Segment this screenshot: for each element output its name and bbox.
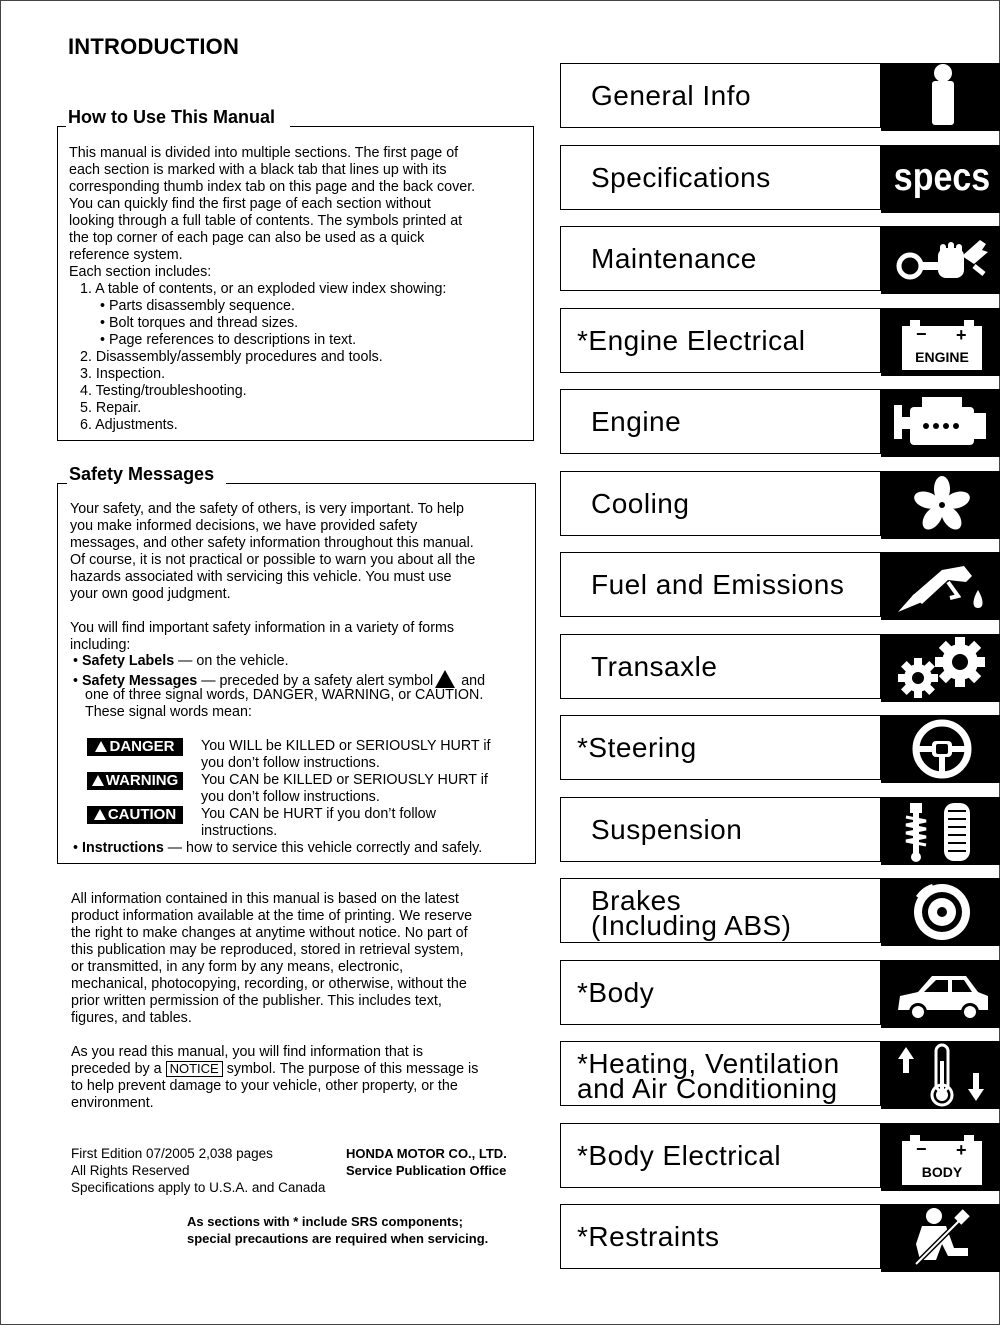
tab-label: Transaxle (591, 650, 718, 682)
signal-meaning-line1: You CAN be HURT if you don’t follow (201, 806, 436, 822)
how-to-use-item-line: 4. Testing/troubleshooting. (80, 383, 247, 399)
how-to-use-intro-line: the top corner of each page can also be used as a quick (69, 230, 425, 246)
notice-line3: to help prevent damage to your vehicle, other property, or the (71, 1078, 458, 1094)
rights-line: product information available at the time of printing. We reserve (71, 908, 473, 924)
section-tab[interactable] (560, 145, 1000, 213)
gears-icon (892, 634, 992, 702)
info-icon (892, 63, 992, 131)
svg-text:−: − (916, 1138, 927, 1159)
srs-note-line2: special precautions are required when servicing. (187, 1231, 489, 1246)
publisher-office: Service Publication Office (346, 1163, 507, 1178)
signal-word-danger (87, 738, 183, 756)
rights-line: or transmitted, in any form by any means, electronic, (71, 959, 404, 975)
rights-line: this publication may be reproduced, stored in retrieval system, (71, 942, 464, 958)
svg-text:BODY: BODY (921, 1163, 963, 1180)
tab-label: *Body (577, 976, 655, 1008)
safety-labels-bold: Safety Labels (81, 653, 175, 669)
instructions-bullet: • Instructions — how to service this vehicle correctly and safely. (73, 840, 483, 856)
svg-text:specs: specs (893, 154, 991, 198)
engine-block-icon (892, 389, 992, 457)
page-title: INTRODUCTION (68, 34, 240, 59)
section-tab[interactable] (560, 63, 1000, 131)
how-to-use-intro-line: looking through a full table of contents. The symbols printed at (69, 213, 463, 229)
tab-label: *Engine Electrical (577, 324, 806, 356)
brake-disc-icon (892, 878, 992, 946)
edition-line: First Edition 07/2005 2,038 pages (71, 1146, 273, 1161)
tab-label-box (560, 145, 881, 210)
tab-label-box (560, 1204, 881, 1269)
tab-label-box (560, 797, 881, 862)
section-tab[interactable] (560, 715, 1000, 783)
tab-label-box (560, 960, 881, 1025)
tab-label: Specifications (591, 161, 771, 193)
safety-para1-line: your own good judgment. (70, 586, 231, 602)
how-to-use-intro-line: You can quickly find the first page of each section without (69, 196, 431, 212)
tab-label-box (560, 634, 881, 699)
alert-triangle-icon (92, 775, 104, 786)
how-to-use-intro-line: reference system. (69, 247, 183, 263)
section-tab[interactable] (560, 634, 1000, 702)
fuel-nozzle-icon (892, 552, 992, 620)
safety-para2-line: including: (70, 637, 131, 653)
tab-label-box (560, 308, 881, 373)
section-tab[interactable] (560, 471, 1000, 539)
tab-label: Cooling (591, 487, 690, 519)
publisher-name: HONDA MOTOR CO., LTD. (346, 1146, 507, 1161)
steering-wheel-icon (892, 715, 992, 783)
safety-title: Safety Messages (67, 464, 220, 485)
safety-messages-text: — preceded by a safety alert symbol (197, 673, 434, 689)
safety-alert-symbol-icon (435, 670, 455, 688)
car-body-icon (892, 960, 992, 1028)
signal-word-text: CAUTION (107, 806, 177, 823)
how-to-use-intro-line: corresponding thumb index tab on this page and the back cover. (69, 179, 476, 195)
safety-messages-end: and (457, 673, 486, 689)
how-to-use-item-line: 1. A table of contents, or an exploded view index showing: (80, 281, 447, 297)
svg-text:−: − (916, 323, 927, 344)
signal-meaning-line1: You WILL be KILLED or SERIOUSLY HURT if (201, 738, 491, 754)
notice-pre: preceded by a (71, 1061, 162, 1077)
safety-labels-bullet: • Safety Labels — on the vehicle. (73, 653, 289, 669)
section-tab[interactable] (560, 1123, 1000, 1191)
section-tab[interactable] (560, 1204, 1000, 1272)
safety-messages-line2: one of three signal words, DANGER, WARNING, or CAUTION. (85, 687, 484, 703)
notice-symbol: NOTICE (166, 1061, 223, 1077)
notice-line4: environment. (71, 1095, 154, 1111)
shock-absorber-icon (892, 797, 992, 865)
notice-post: symbol. The purpose of this message is (226, 1061, 479, 1077)
tab-label-box (560, 389, 881, 454)
tab-label: *Heating, Ventilation and Air Conditioning (577, 1048, 840, 1104)
alert-triangle-icon (95, 741, 107, 752)
section-tab[interactable] (560, 878, 1000, 946)
safety-messages-line3: These signal words mean: (85, 704, 252, 720)
how-to-use-item-line: 5. Repair. (80, 400, 142, 416)
how-to-use-item-line: 2. Disassembly/assembly procedures and tools. (80, 349, 383, 365)
section-tab[interactable] (560, 226, 1000, 294)
rights-line: figures, and tables. (71, 1010, 192, 1026)
tab-label-box (560, 226, 881, 291)
srs-note-line1: As sections with * include SRS components; (187, 1214, 463, 1229)
signal-meaning-line2: you don’t follow instructions. (201, 755, 380, 771)
tab-label: Maintenance (591, 243, 757, 274)
tab-label-box (560, 715, 881, 780)
tab-label: Engine (591, 406, 682, 437)
battery-body-icon (892, 1123, 992, 1191)
fan-icon (892, 471, 992, 539)
section-tab[interactable] (560, 1041, 1000, 1109)
tab-label: *Body Electrical (577, 1139, 782, 1171)
notice-line2 (71, 1061, 478, 1078)
how-to-use-intro-line: Each section includes: (69, 264, 212, 280)
how-to-use-intro-line: each section is marked with a black tab that lines up with its (69, 162, 447, 178)
tab-label-box (560, 878, 881, 943)
tab-label-box (560, 1041, 881, 1106)
tab-label-box (560, 471, 881, 536)
how-to-use-intro-line: This manual is divided into multiple sections. The first page of (69, 145, 459, 161)
section-tab[interactable] (560, 960, 1000, 1028)
alert-triangle-icon (94, 809, 106, 820)
safety-para2-line: You will find important safety information in a variety of forms (70, 620, 455, 636)
safety-para1-line: messages, and other safety information throughout this manual. (70, 535, 474, 551)
rights-line: mechanical, photocopying, recording, or otherwise, without the (71, 976, 467, 992)
section-tab[interactable] (560, 552, 1000, 620)
seatbelt-icon (892, 1204, 992, 1272)
signal-word-text: DANGER (109, 738, 175, 755)
how-to-use-item-line: 3. Inspection. (80, 366, 166, 382)
svg-text:+: + (956, 1139, 967, 1160)
safety-para1-line: Of course, it is not practical or possible to warn you about all the (70, 552, 476, 568)
section-tab[interactable] (560, 389, 1000, 457)
safety-para1-line: you make informed decisions, we have provided safety (70, 518, 418, 534)
safety-messages-bold: Safety Messages (81, 673, 198, 689)
tab-label: Brakes (Including ABS) (591, 885, 792, 941)
signal-meaning-line2: you don’t follow instructions. (201, 789, 380, 805)
notice-line1: As you read this manual, you will find information that is (71, 1044, 424, 1060)
rights-line: the right to make changes at anytime without notice. No part of (71, 925, 468, 941)
tab-label-box (560, 552, 881, 617)
signal-word-text: WARNING (105, 772, 179, 789)
tab-label-box (560, 63, 881, 128)
rights-line: All information contained in this manual is based on the latest (71, 891, 459, 907)
instructions-text: — how to service this vehicle correctly and safely. (163, 840, 483, 856)
wrench-fist-icon (892, 226, 992, 294)
signal-meaning-line2: instructions. (201, 823, 278, 839)
rights-line: prior written permission of the publisher. This includes text, (71, 993, 442, 1009)
safety-messages-bullet: • Safety Messages — preceded by a safety alert symbol and (73, 670, 485, 690)
specs-icon (892, 145, 992, 213)
safety-para1-line: Your safety, and the safety of others, is very important. To help (70, 501, 464, 517)
instructions-bold: Instructions (81, 840, 164, 856)
tab-label: Suspension (591, 813, 743, 845)
thermometer-icon (892, 1041, 992, 1109)
how-to-use-item-line: • Page references to descriptions in text. (100, 332, 357, 348)
tab-label-box (560, 1123, 881, 1188)
rights-reserved: All Rights Reserved (71, 1163, 190, 1178)
how-to-use-item-line: 6. Adjustments. (80, 417, 178, 433)
tab-label: *Restraints (577, 1221, 720, 1252)
signal-word-caution (87, 806, 183, 824)
how-to-use-item-line: • Parts disassembly sequence. (100, 298, 295, 314)
specs-apply: Specifications apply to U.S.A. and Canada (71, 1180, 326, 1195)
safety-para1-line: hazards associated with servicing this vehicle. You must use (70, 569, 452, 585)
tab-label: General Info (591, 80, 752, 111)
section-tab[interactable] (560, 308, 1000, 376)
tab-label: *Steering (577, 732, 697, 763)
signal-meaning-line1: You CAN be KILLED or SERIOUSLY HURT if (201, 772, 488, 788)
svg-text:ENGINE: ENGINE (915, 348, 969, 365)
battery-engine-icon (892, 308, 992, 376)
how-to-use-item-line: • Bolt torques and thread sizes. (100, 315, 299, 331)
section-tab[interactable] (560, 797, 1000, 865)
signal-word-warning (87, 772, 183, 790)
safety-labels-text: — on the vehicle. (174, 653, 289, 669)
tab-label: Fuel and Emissions (591, 569, 845, 600)
svg-text:+: + (956, 324, 967, 345)
how-to-use-title: How to Use This Manual (66, 107, 281, 128)
